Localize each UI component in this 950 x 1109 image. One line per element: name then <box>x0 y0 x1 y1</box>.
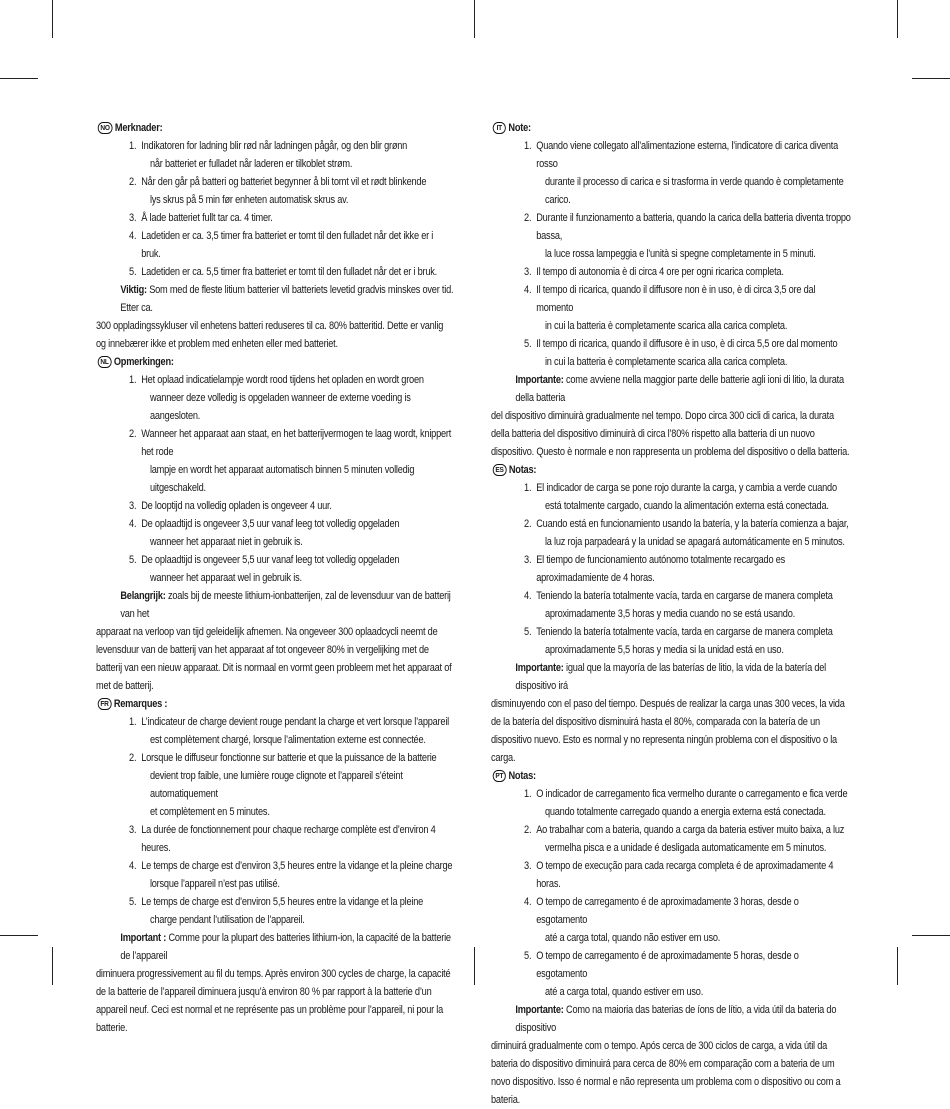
list-item <box>96 227 454 263</box>
item-text: Wanneer het apparaat aan staat, en het batterijvermogen te laag wordt, knippert het rode <box>141 428 452 458</box>
notes-list <box>96 713 454 929</box>
language-section-nl <box>96 353 454 695</box>
item-text: Lorsque le diffuseur fonctionne sur batterie et que la puissance de la batterie <box>141 752 437 764</box>
item-text: Le temps de charge est d’environ 3,5 heures entre la vidange et la pleine charge <box>141 860 453 872</box>
item-number: 1. <box>524 482 532 494</box>
item-number: 5. <box>524 626 532 638</box>
important-note <box>491 659 851 767</box>
crop-mark <box>912 935 950 936</box>
item-text-continued: quando totalmente carregado quando a energia externa está conectada. <box>544 806 826 818</box>
important-first-line <box>120 587 454 623</box>
item-text-continued: in cui la batteria è completamente scarica alla carica completa. <box>544 320 788 332</box>
item-number: 3. <box>524 860 532 872</box>
item-text: O indicador de carregamento fica vermelho durante o carregamento e fica verde <box>536 788 848 800</box>
item-number: 2. <box>129 752 137 764</box>
item-text: La durée de fonctionnement pour chaque recharge complète est d’environ 4 heures. <box>141 824 436 854</box>
list-item <box>96 857 454 893</box>
notes-list <box>491 785 851 1001</box>
item-text-continued: aproximadamente 5,5 horas y media si la unidad está en uso. <box>544 644 784 656</box>
item-number: 5. <box>524 338 532 350</box>
important-text-continued: del dispositivo diminuirà gradualmente nel tempo. Dopo circa 300 cicli di carica, la durata della batteria del dispositivo diminuirà di circa l’80% rispetto alla batteria di un nuovo dispositivo. Questo è normale e non rappresenta un problema del dispositivo o della batteria. <box>491 410 850 458</box>
item-text: Ao trabalhar com a bateria, quando a carga da bateria estiver muito baixa, a luz <box>536 824 845 836</box>
important-first-line <box>120 929 454 965</box>
item-text-continued: devient trop faible, une lumière rouge clignote et l’appareil s’éteint automatiquement <box>149 770 403 800</box>
item-text-continued: et complètement en 5 minutes. <box>149 806 270 818</box>
item-text: O tempo de execução para cada recarga completa é de aproximadamente 4 horas. <box>536 860 834 890</box>
item-text-continued: når batteriet er fulladet når laderen er tilkoblet strøm. <box>149 158 353 170</box>
item-text: Ladetiden er ca. 5,5 timer fra batteriet er tomt til den fulladet når det er i bruk. <box>141 266 438 278</box>
item-number: 2. <box>129 428 137 440</box>
item-number: 4. <box>524 284 532 296</box>
language-section-es <box>491 461 851 767</box>
item-number: 1. <box>524 140 532 152</box>
item-text: O tempo de carregamento é de aproximadamente 3 horas, desde o esgotamento <box>536 896 799 926</box>
section-heading: Merknader: <box>114 122 163 134</box>
item-text: Il tempo di autonomia è di circa 4 ore per ogni ricarica completa. <box>536 266 784 278</box>
list-item <box>491 893 851 947</box>
item-text-continued: lys skrus på 5 min før enheten automatisk skrus av. <box>149 194 349 206</box>
item-number: 1. <box>129 716 137 728</box>
important-text-continued: disminuyendo con el paso del tiempo. Después de realizar la carga unas 300 veces, la vida de la batería del dispositivo disminuirá hasta el 80%, comparada con la batería de un dispositivo nuevo. Esto es normal y no representa ningún problema con el dispositivo o la carga. <box>491 698 845 764</box>
item-text: Cuando está en funcionamiento usando la batería, y la batería comienza a bajar, <box>536 518 849 530</box>
item-number: 3. <box>524 266 532 278</box>
item-text-continued: est complètement chargé, lorsque l’alimentation externe est connectée. <box>149 734 426 746</box>
item-text-continued: durante il processo di carica e si trasforma in verde quando è completamente carico. <box>544 176 844 206</box>
item-text-continued: wanneer deze volledig is opgeladen wanneer de externe voeding is aangesloten. <box>149 392 411 422</box>
important-text: come avviene nella maggior parte delle batterie agli ioni di litio, la durata della batteria <box>515 374 844 404</box>
item-text-continued: in cui la batteria è completamente scarica alla carica completa. <box>544 356 788 368</box>
section-header <box>493 767 851 785</box>
item-number: 1. <box>129 140 137 152</box>
left-column <box>96 119 454 1037</box>
list-item <box>491 857 851 893</box>
section-header <box>98 695 455 713</box>
language-section-fr <box>96 695 454 1037</box>
list-item <box>96 551 454 587</box>
list-item <box>491 479 851 515</box>
right-column <box>491 119 851 1109</box>
item-number: 4. <box>129 518 137 530</box>
language-badge: PT <box>493 770 506 782</box>
section-heading: Opmerkingen: <box>113 356 174 368</box>
section-heading: Notas: <box>508 770 536 782</box>
list-item <box>491 587 851 623</box>
language-badge: NO <box>98 122 113 134</box>
item-text: De oplaadtijd is ongeveer 3,5 uur vanaf leeg tot volledig opgeladen <box>141 518 400 530</box>
item-number: 3. <box>129 500 137 512</box>
item-text: Het oplaad indicatielampje wordt rood tijdens het opladen en wordt groen <box>141 374 424 386</box>
item-text-continued: la luce rossa lampeggia e l’unità si spegne completamente in 5 minuti. <box>544 248 816 260</box>
item-text-continued: até a carga total, quando não estiver em uso. <box>544 932 721 944</box>
item-text: Ladetiden er ca. 3,5 timer fra batteriet er tomt til den fulladet når det ikke er i bruk. <box>141 230 434 260</box>
important-first-line <box>515 659 851 695</box>
important-label: Belangrijk: <box>120 590 166 602</box>
item-text: Teniendo la batería totalmente vacía, tarda en cargarse de manera completa <box>536 626 833 638</box>
section-header <box>493 461 851 479</box>
list-item <box>491 947 851 1001</box>
important-label: Important : <box>120 932 167 944</box>
language-badge: FR <box>98 698 111 710</box>
item-number: 5. <box>524 950 532 962</box>
item-number: 3. <box>129 824 137 836</box>
item-number: 4. <box>524 896 532 908</box>
language-badge: NL <box>98 356 111 368</box>
list-item <box>491 137 851 209</box>
important-label: Importante: <box>515 1004 564 1016</box>
section-heading: Note: <box>508 122 531 134</box>
item-text-continued: aproximadamente 3,5 horas y media cuando no se está usando. <box>544 608 795 620</box>
important-label: Viktig: <box>120 284 147 296</box>
list-item <box>96 173 454 209</box>
item-text-continued: la luz roja parpadeará y la unidad se apagará automáticamente en 5 minutos. <box>544 536 845 548</box>
important-note <box>491 1001 851 1109</box>
section-header <box>98 119 455 137</box>
list-item <box>96 371 454 425</box>
item-number: 1. <box>129 374 137 386</box>
item-text-continued: wanneer het apparaat wel in gebruik is. <box>149 572 302 584</box>
list-item <box>491 209 851 263</box>
crop-mark <box>0 935 38 936</box>
item-text: Å lade batteriet fullt tar ca. 4 timer. <box>141 212 273 224</box>
item-number: 2. <box>524 824 532 836</box>
important-note <box>491 371 851 461</box>
item-number: 4. <box>129 230 137 242</box>
crop-mark <box>474 947 475 985</box>
important-text: Som med de fleste litium batterier vil batteriets levetid gradvis minskes over tid. Etter ca. <box>120 284 454 314</box>
item-text-continued: até a carga total, quando estiver em uso. <box>544 986 704 998</box>
important-label: Importante: <box>515 374 564 386</box>
item-text-continued: vermelha pisca e a unidade é desligada automaticamente em 5 minutos. <box>544 842 827 854</box>
item-text: Quando viene collegato all’alimentazione esterna, l’indicatore di carica diventa rosso <box>536 140 839 170</box>
list-item <box>491 551 851 587</box>
notes-list <box>491 137 851 371</box>
item-number: 5. <box>129 554 137 566</box>
important-text: Comme pour la plupart des batteries lithium-ion, la capacité de la batterie de l’appareil <box>120 932 451 962</box>
item-number: 3. <box>129 212 137 224</box>
important-first-line <box>120 281 454 317</box>
section-header <box>493 119 851 137</box>
crop-mark <box>912 78 950 79</box>
item-text: Indikatoren for ladning blir rød når ladningen pågår, og den blir grønn <box>141 140 408 152</box>
item-text: De oplaadtijd is ongeveer 5,5 uur vanaf leeg tot volledig opgeladen <box>141 554 400 566</box>
list-item <box>96 209 454 227</box>
item-text-continued: wanneer het apparaat niet in gebruik is. <box>149 536 303 548</box>
notes-list <box>491 479 851 659</box>
item-number: 4. <box>524 590 532 602</box>
list-item <box>491 821 851 857</box>
item-text-continued: charge pendant l’utilisation de l’appareil. <box>149 914 305 926</box>
important-text-continued: diminuera progressivement au fil du temps. Après environ 300 cycles de charge, la capacité de la batterie de l’appareil diminuera jusqu’à environ 80 % par rapport à la batterie d’un appareil neuf. Ceci est normal et ne représente pas un problème pour l’appareil, ni pour la batterie. <box>96 968 451 1034</box>
item-text: Le temps de charge est d’environ 5,5 heures entre la vidange et la pleine <box>141 896 424 908</box>
important-text: igual que la mayoría de las baterías de litio, la vida de la batería del dispositivo irá <box>515 662 827 692</box>
important-text-continued: diminuirá gradualmente com o tempo. Após cerca de 300 ciclos de carga, a vida útil da bateria do dispositivo diminuirá para cerca de 80% em comparação com a bateria de um novo dispositivo. Isso é normal e não representa um problema com o dispositivo ou com a bateria. <box>491 1040 841 1106</box>
item-number: 2. <box>524 518 532 530</box>
item-number: 3. <box>524 554 532 566</box>
crop-mark <box>0 78 38 79</box>
crop-mark <box>897 947 898 985</box>
language-badge: ES <box>493 464 506 476</box>
important-text-continued: apparaat na verloop van tijd geleidelijk afnemen. Na ongeveer 300 oplaadcycli neemt de levensduur van de batterij van het apparaat af tot ongeveer 80% in vergelijking met de batterij van een nieuw apparaat. Dit is normaal en vormt geen probleem met het apparaat of met de batterij. <box>96 626 452 692</box>
item-number: 4. <box>129 860 137 872</box>
list-item <box>96 713 454 749</box>
important-note <box>96 587 454 695</box>
crop-mark <box>897 0 898 38</box>
item-text-continued: está totalmente cargado, cuando la alimentación externa está conectada. <box>544 500 829 512</box>
section-header <box>98 353 455 371</box>
notes-list <box>96 371 454 587</box>
item-text-continued: lorsque l’appareil n’est pas utilisé. <box>149 878 280 890</box>
list-item <box>96 137 454 173</box>
important-first-line <box>515 371 851 407</box>
notes-list <box>96 137 454 281</box>
item-text: El tiempo de funcionamiento autónomo totalmente recargado es aproximadamiente de 4 horas. <box>536 554 786 584</box>
list-item <box>491 263 851 281</box>
item-text: Durante il funzionamento a batteria, quando la carica della batteria diventa troppo bassa, <box>536 212 851 242</box>
list-item <box>491 281 851 335</box>
language-section-it <box>491 119 851 461</box>
item-text: Il tempo di ricarica, quando il diffusore è in uso, è di circa 5,5 ore dal momento <box>536 338 838 350</box>
item-number: 1. <box>524 788 532 800</box>
item-text: El indicador de carga se pone rojo durante la carga, y cambia a verde cuando <box>536 482 837 494</box>
important-text-continued: 300 oppladingssykluser vil enhetens batteri reduseres til ca. 80% batteritid. Dette er vanlig og innebærer ikke et problem med enheten eller med batteriet. <box>96 320 444 350</box>
crop-mark <box>52 0 53 38</box>
list-item <box>96 425 454 497</box>
language-section-no <box>96 119 454 353</box>
crop-mark <box>474 0 475 38</box>
language-badge: IT <box>493 122 506 134</box>
item-number: 2. <box>129 176 137 188</box>
item-text: L’indicateur de charge devient rouge pendant la charge et vert lorsque l’appareil <box>141 716 449 728</box>
item-text: Når den går på batteri og batteriet begynner å bli tomt vil et rødt blinkende <box>141 176 427 188</box>
important-label: Importante: <box>515 662 564 674</box>
item-number: 2. <box>524 212 532 224</box>
list-item <box>96 749 454 821</box>
important-first-line <box>515 1001 851 1037</box>
item-text-continued: lampje en wordt het apparaat automatisch binnen 5 minuten volledig uitgeschakeld. <box>149 464 415 494</box>
item-text: Teniendo la batería totalmente vacía, tarda en cargarse de manera completa <box>536 590 833 602</box>
list-item <box>96 497 454 515</box>
list-item <box>491 623 851 659</box>
item-number: 5. <box>129 896 137 908</box>
important-text: Como na maioria das baterias de íons de lítio, a vida útil da bateria do dispositivo <box>515 1004 837 1034</box>
list-item <box>491 515 851 551</box>
item-number: 5. <box>129 266 137 278</box>
language-section-pt <box>491 767 851 1109</box>
list-item <box>96 515 454 551</box>
section-heading: Notas: <box>508 464 537 476</box>
list-item <box>491 335 851 371</box>
item-text: Il tempo di ricarica, quando il diffusore non è in uso, è di circa 3,5 ore dal momento <box>536 284 816 314</box>
important-note <box>96 929 454 1037</box>
list-item <box>96 893 454 929</box>
important-note <box>96 281 454 353</box>
list-item <box>96 263 454 281</box>
item-text: De looptijd na volledig opladen is ongeveer 4 uur. <box>141 500 332 512</box>
list-item <box>96 821 454 857</box>
list-item <box>491 785 851 821</box>
important-text: zoals bij de meeste lithium-ionbatterijen, zal de levensduur van de batterij van het <box>120 590 451 620</box>
section-heading: Remarques : <box>113 698 168 710</box>
item-text: O tempo de carregamento é de aproximadamente 5 horas, desde o esgotamento <box>536 950 799 980</box>
crop-mark <box>52 947 53 985</box>
